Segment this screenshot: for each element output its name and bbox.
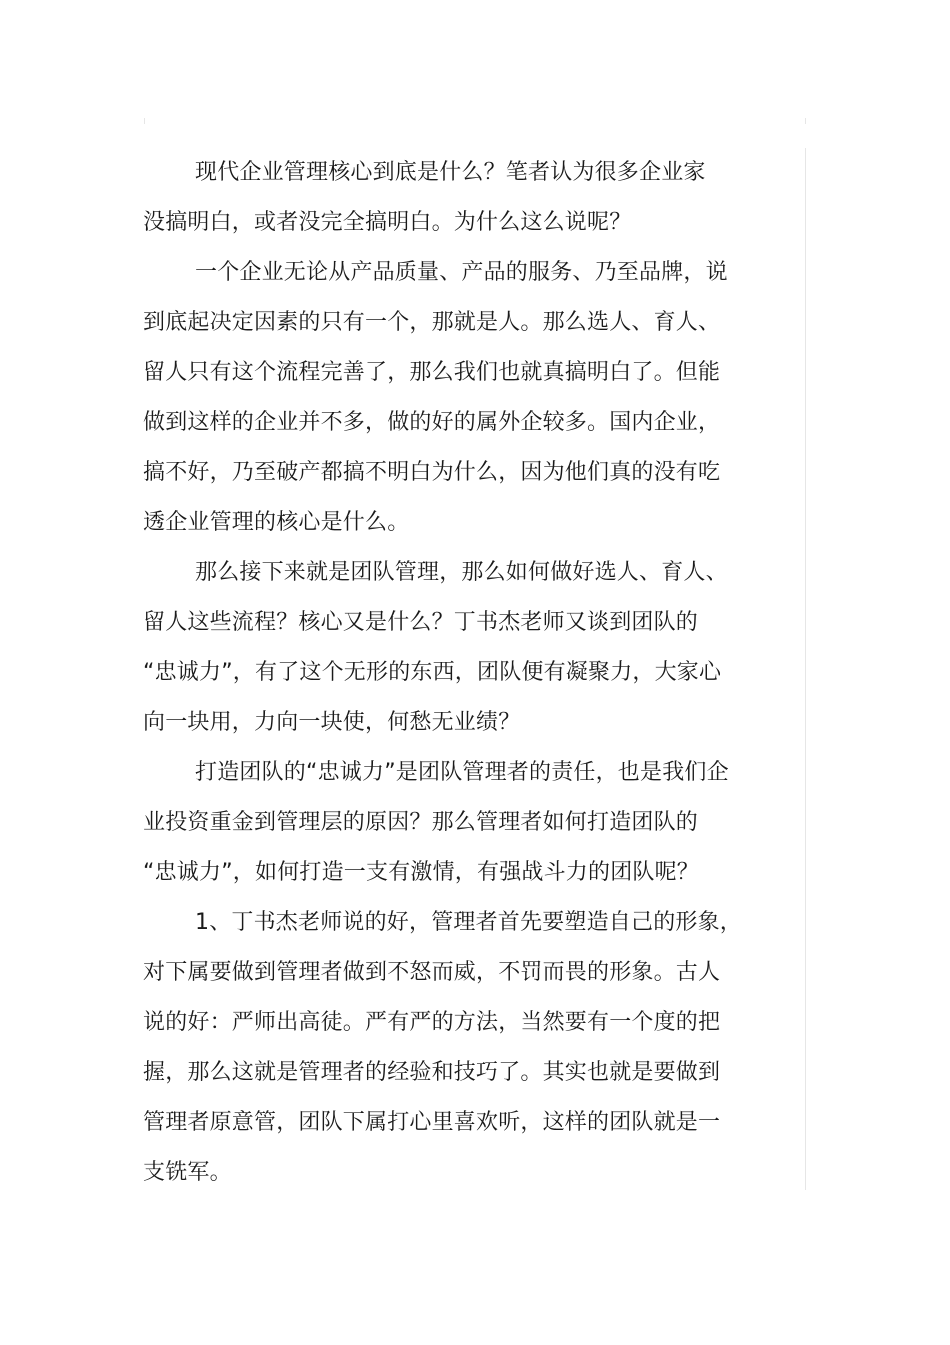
text-line: 支铣军。 [143, 1160, 232, 1185]
text-line: 留人只有这个流程完善了，那么我们也就真搞明白了。但能 [143, 360, 721, 385]
text-line: 向一块用，力向一块使，何愁无业绩？ [143, 710, 521, 735]
text-line: 一个企业无论从产品质量、产品的服务、乃至品牌，说 [195, 260, 728, 285]
text-line: 做到这样的企业并不多，做的好的属外企较多。国内企业， [143, 410, 721, 435]
text-line: 1、丁书杰老师说的好，管理者首先要塑造自己的形象， [195, 910, 742, 935]
right-margin-rule [805, 148, 806, 1190]
body-text [143, 148, 783, 1198]
text-line: 到底起决定因素的只有一个，那就是人。那么选人、育人、 [143, 310, 721, 335]
text-line: 留人这些流程？核心又是什么？丁书杰老师又谈到团队的 [143, 610, 699, 635]
text-line: “忠诚力”，有了这个无形的东西，团队便有凝聚力，大家心 [143, 660, 722, 685]
text-line: 打造团队的“忠诚力”是团队管理者的责任，也是我们企 [195, 760, 729, 785]
text-line: 现代企业管理核心到底是什么？笔者认为很多企业家 [195, 160, 706, 185]
text-line: 握，那么这就是管理者的经验和技巧了。其实也就是要做到 [143, 1060, 721, 1085]
text-line: 透企业管理的核心是什么。 [143, 510, 410, 535]
text-line: 对下属要做到管理者做到不怒而威，不罚而畏的形象。古人 [143, 960, 721, 985]
text-line: 那么接下来就是团队管理，那么如何做好选人、育人、 [195, 560, 728, 585]
text-line: 说的好：严师出高徒。严有严的方法，当然要有一个度的把 [143, 1010, 721, 1035]
text-line: 管理者原意管，团队下属打心里喜欢听，这样的团队就是一 [143, 1110, 721, 1135]
text-line: 没搞明白，或者没完全搞明白。为什么这么说呢？ [143, 210, 632, 235]
corner-mark-right [805, 118, 806, 124]
text-line: 搞不好，乃至破产都搞不明白为什么，因为他们真的没有吃 [143, 460, 721, 485]
text-line: 业投资重金到管理层的原因？那么管理者如何打造团队的 [143, 810, 699, 835]
corner-mark-left [144, 118, 145, 124]
text-line: “忠诚力”，如何打造一支有激情，有强战斗力的团队呢？ [143, 860, 699, 885]
